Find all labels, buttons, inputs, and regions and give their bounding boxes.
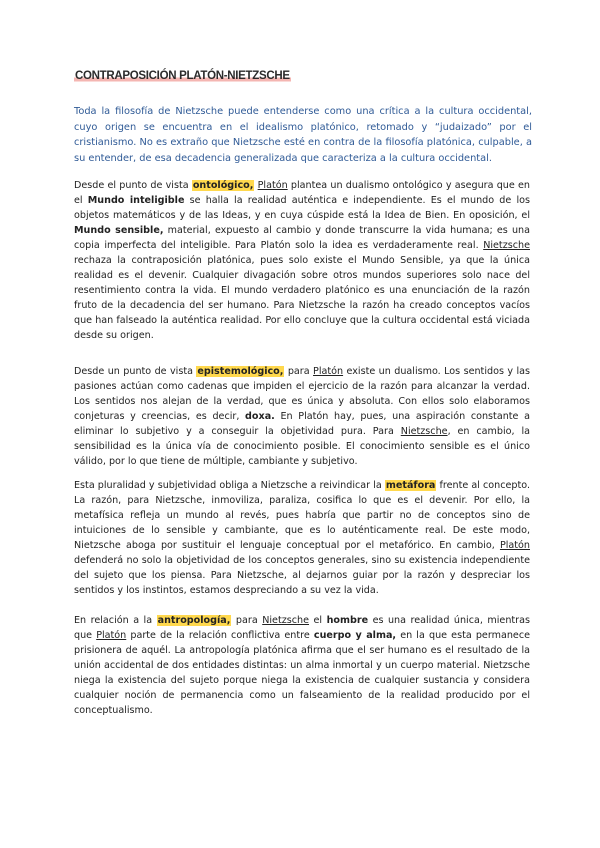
paragraph-epistemology (74, 364, 530, 469)
text: para (284, 366, 314, 377)
name-underlined: Platón (499, 540, 530, 551)
text: defenderá no solo la objetividad de los conceptos generales, sino su existencia independiente del sujeto que los piensa. Para Nietzsche, al dejarnos guiar por la razón y despreciar los sentidos y los instintos, estamos despreciando a su vez la vida. (74, 555, 530, 596)
paragraph-anthropology (74, 613, 530, 718)
name-underlined: Platón (313, 366, 344, 377)
page-title: CONTRAPOSICIÓN PLATÓN-NIETZSCHE (75, 70, 290, 82)
text: frente al concepto. La razón, para Nietzsche, inmoviliza, paraliza, cosifica lo que es el devenir. Por ello, la metafísica refleja un mundo al revés, pues habría que partir no de conceptos sino de intuiciones de lo sensible y cambiante, que es lo auténticamente real. De este modo, Nietzsche aboga por sustituir el lenguaje conceptual por el metafórico. En cambio, (74, 480, 530, 551)
bold-term: doxa. (245, 411, 275, 422)
bold-term: hombre (326, 615, 369, 626)
text: material, expuesto al cambio y donde transcurre la vida humana; es una copia imperfecta del inteligible. Para Platón solo la idea es verdaderamente real. (74, 225, 531, 251)
paragraph-ontology (74, 178, 530, 343)
text: En Platón hay, pues, una aspiración constante a eliminar lo subjetivo y a conseguir la objetividad pura. Para (74, 411, 530, 437)
keyword-highlight: epistemológico, (197, 366, 284, 377)
text: se halla la realidad auténtica e independiente. Es el mundo de los objetos matemáticos y de las Ideas, y en cuya cúspide está la Idea de Bien. En oposición, el (74, 195, 530, 221)
name-underlined: Nietzsche (483, 240, 530, 251)
text: existe un dualismo. Los sentidos y las pasiones actúan como cadenas que impiden el ejercicio de la razón para alcanzar la verdad. Los sentidos nos alejan de la verdad, que es única y absoluta. Con ellos solo elaboramos conjeturas y creencias, es decir, (74, 366, 530, 422)
text: Desde un punto de vista (74, 366, 197, 377)
text: Desde el punto de vista (74, 180, 192, 191)
text: , en cambio, la sensibilidad es la única vía de conocimiento posible. El conocimiento sensible es el único válido, por lo que tiene de múltiple, cambiante y subjetivo. (74, 426, 530, 467)
paragraph-metaphor (74, 478, 530, 598)
text: Esta pluralidad y subjetividad obliga a Nietzsche a reivindicar la (74, 480, 385, 491)
keyword-highlight: metáfora (385, 480, 436, 491)
bold-term: cuerpo y alma, (313, 630, 397, 641)
text: el (309, 615, 327, 626)
text: para (231, 615, 263, 626)
name-underlined: Nietzsche (400, 426, 448, 437)
text: parte de la relación conflictiva entre (126, 630, 314, 641)
text: plantea un dualismo ontológico y asegura que en el (74, 180, 530, 206)
keyword-highlight: antropología, (157, 615, 231, 626)
text: rechaza la contraposición platónica, pues solo existe el Mundo Sensible, ya que la única realidad es el devenir. Cualquier divagación sobre otros mundos superiores solo nace del resentimiento contra la vida. El mundo verdadero platónico es una enunciación de la razón fruto de la decadencia del ser humano. Para Nietzsche la razón ha creado conceptos vacíos que han falseado la auténtica realidad. Por ello concluye que la cultura occidental está viciada desde su origen. (74, 255, 530, 341)
name-underlined: Platón (257, 180, 288, 191)
text: en la que esta permanece prisionera de aquél. La antropología platónica afirma que el ser humano es el resultado de la unión accidental de dos entidades distintas: un alma inmortal y un cuerpo material. Nietzsche niega la existencia del sujeto porque niega la existencia de cualquier sustancia y considera cualquier noción de permanencia como un falseamiento de la realidad producido por el conceptualismo. (74, 630, 530, 716)
name-underlined: Platón (96, 630, 127, 641)
text: es una realidad única, mientras que (74, 615, 530, 641)
bold-term: Mundo sensible, (74, 225, 164, 236)
keyword-highlight: ontológico, (192, 180, 254, 191)
intro-paragraph: Toda la filosofía de Nietzsche puede entenderse como una crítica a la cultura occidental, cuyo origen se encuentra en el idealismo platónico, retomado y “judaizado” por el cristianismo. No es extraño que Nietzsche esté en contra de la filosofía platónica, culpable, a su entender, de esa decadencia generalizada que caracteriza a la cultura occidental. (74, 106, 532, 165)
name-underlined: Nietzsche (262, 615, 310, 626)
text: En relación a la (74, 615, 157, 626)
bold-term: Mundo inteligible (87, 195, 185, 206)
